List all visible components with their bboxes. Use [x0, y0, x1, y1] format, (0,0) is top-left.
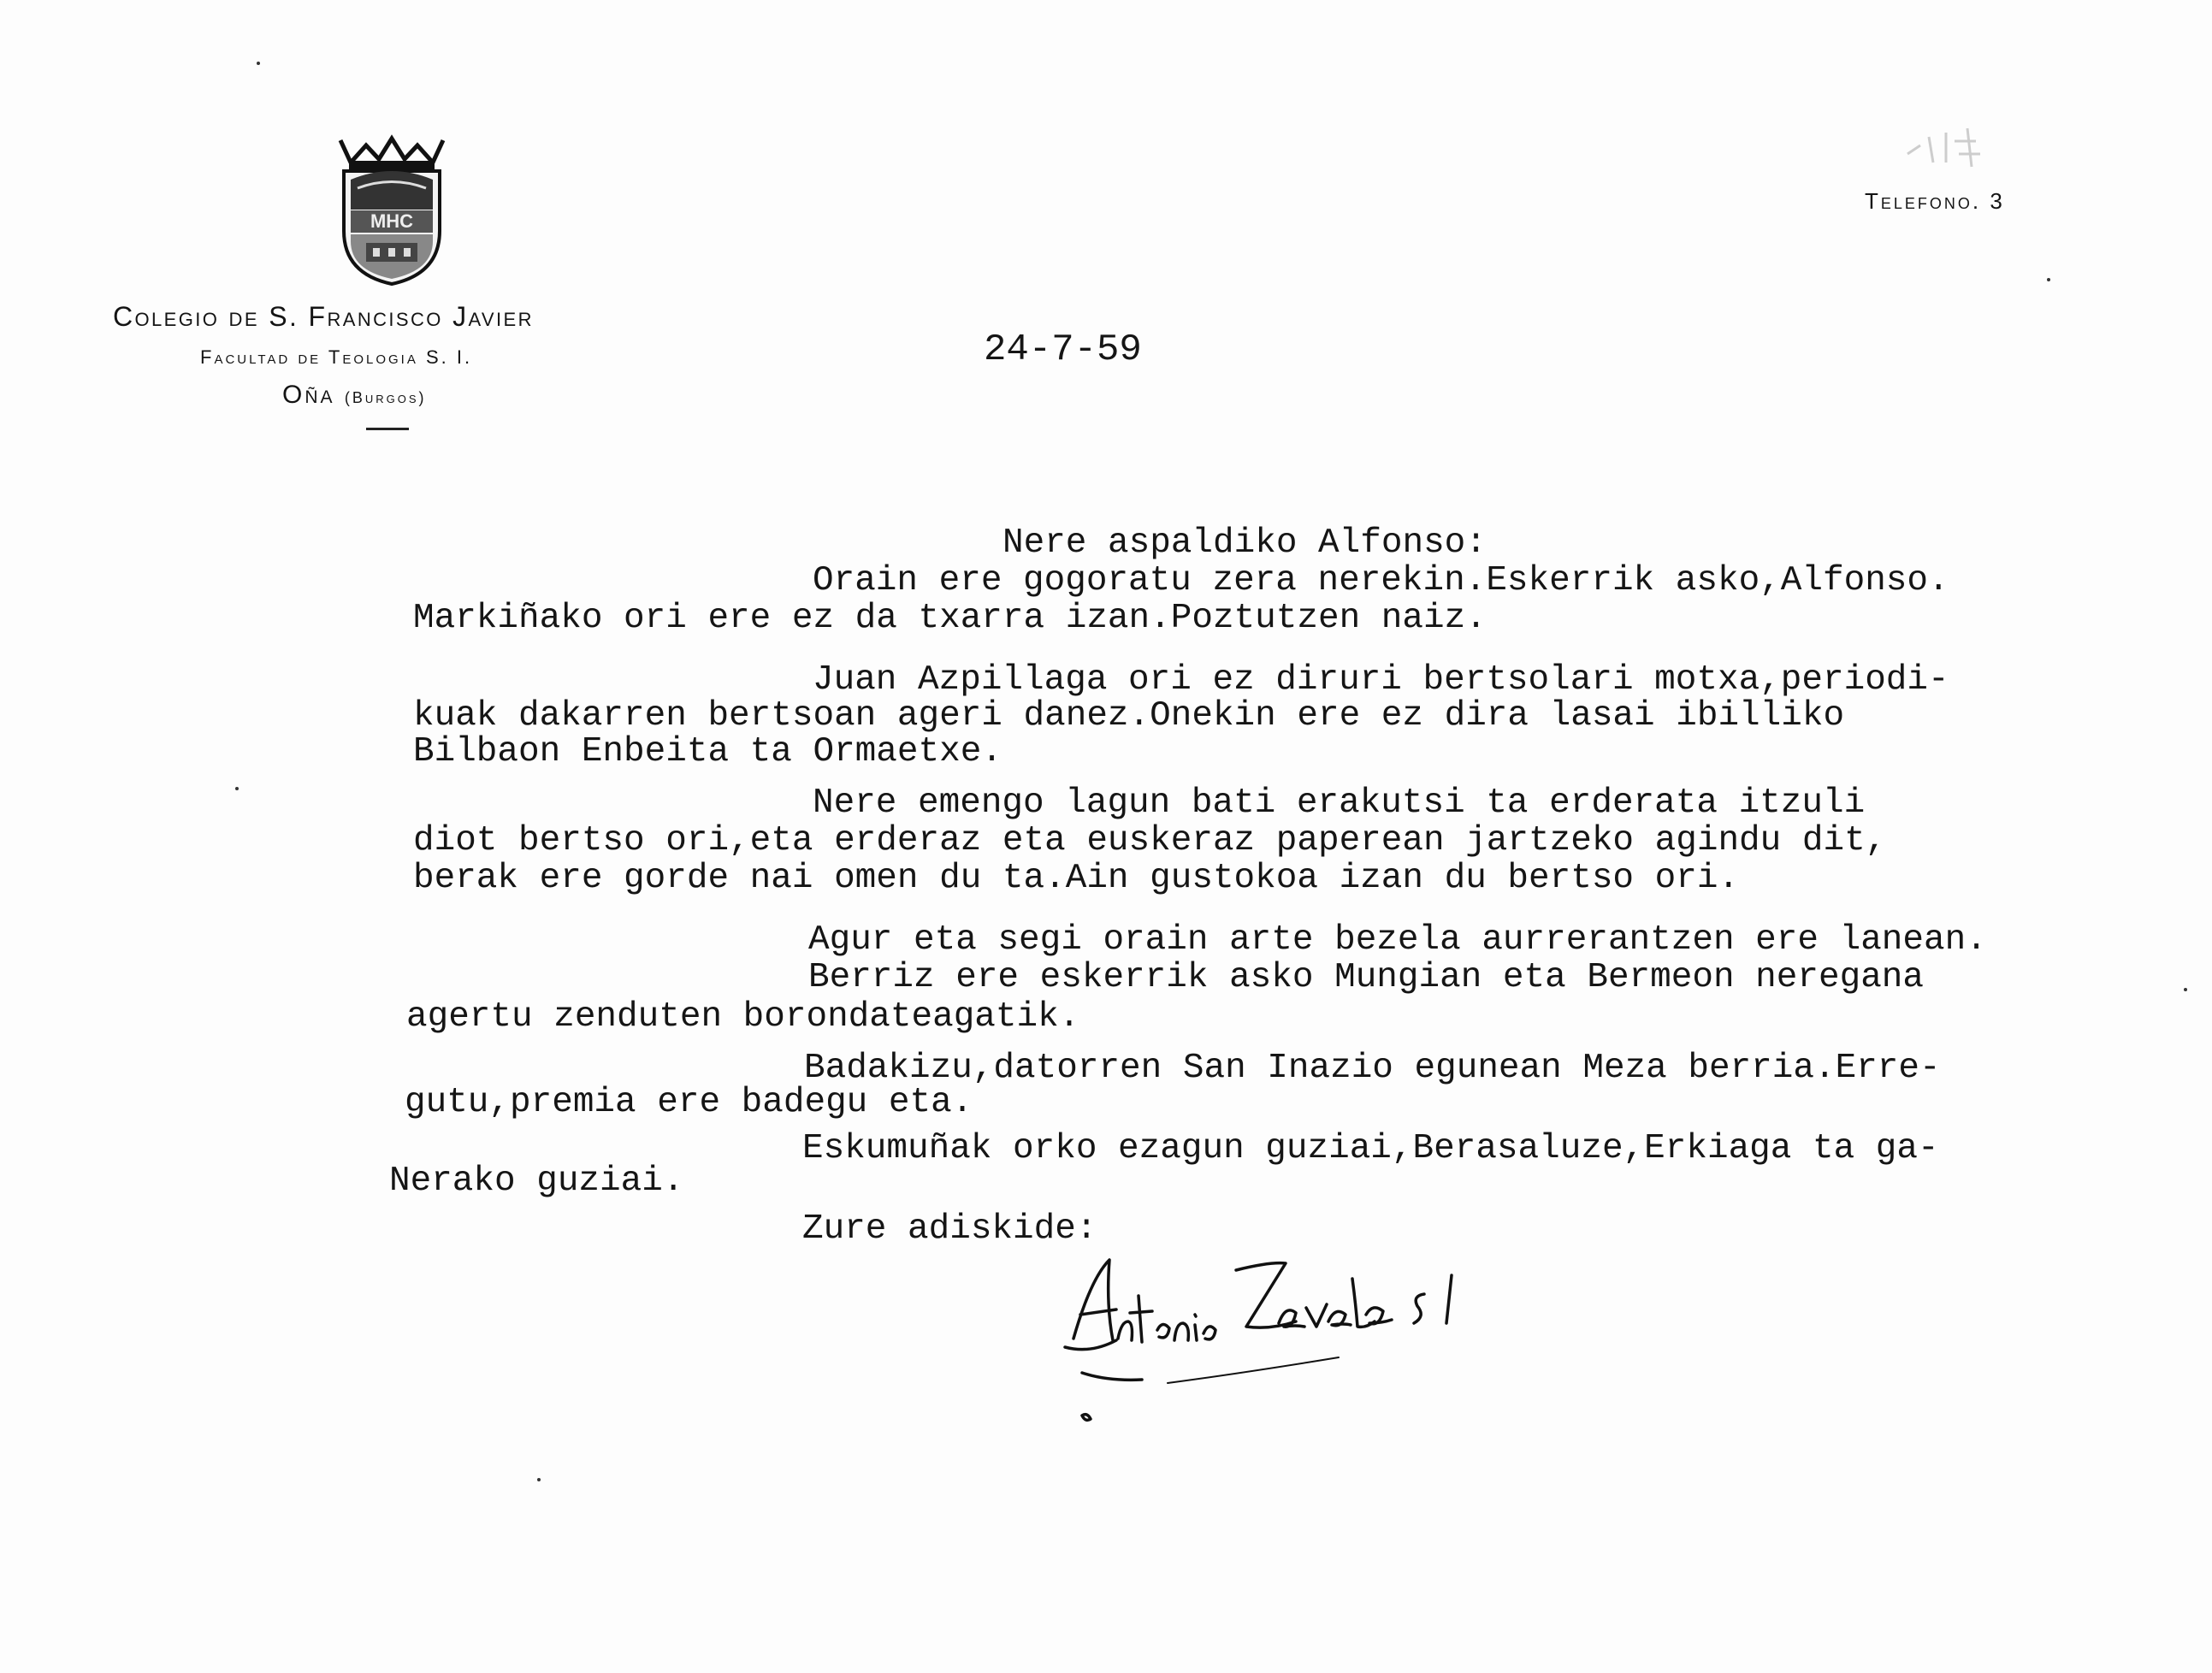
body-line: Bilbaon Enbeita ta Ormaetxe. [413, 732, 1002, 771]
coat-of-arms-icon [332, 128, 452, 287]
body-line: Nere emengo lagun bati erakutsi ta erderata itzuli [813, 783, 1866, 823]
faint-stamp-mark [1899, 120, 1993, 171]
scan-speck [257, 62, 260, 65]
scan-speck [235, 787, 239, 790]
body-line: Markiñako ori ere ez da txarra izan.Poztutzen naiz. [413, 599, 1487, 638]
body-line: kuak dakarren bertsoan ageri danez.Onekin ere ez dira lasai ibilliko [413, 696, 1845, 736]
faculty-name: Facultad de Teologia S. I. [200, 346, 473, 368]
institution-name: Colegio de S. Francisco Javier [113, 301, 534, 332]
body-line: Nerako guziai. [389, 1162, 684, 1201]
body-line: Badakizu,datorren San Inazio egunean Meza berria.Erre- [804, 1049, 1941, 1088]
city-line [282, 381, 427, 410]
body-line: Berriz ere eskerrik asko Mungian eta Bermeon neregana [808, 958, 1925, 997]
letterhead-rule [366, 428, 409, 430]
body-line: gutu,premia ere badegu eta. [405, 1083, 973, 1122]
body-line: diot bertso ori,eta erderaz eta euskeraz paperean jartzeko agindu dit, [413, 821, 1887, 860]
scan-speck [2184, 988, 2187, 991]
body-line: Agur eta segi orain arte bezela aurrerantzen ere lanean. [808, 920, 1987, 960]
handwritten-signature [1056, 1244, 1501, 1467]
svg-text:MHC: MHC [370, 210, 414, 232]
body-line: Juan Azpillaga ori ez diruri bertsolari motxa,periodi- [813, 660, 1949, 700]
phone-number: Telefono. 3 [1865, 188, 2005, 214]
city-name: Oña [282, 381, 335, 409]
scan-speck [2047, 278, 2050, 281]
body-line: berak ere gorde nai omen du ta.Ain gustokoa izan du bertso ori. [413, 859, 1740, 898]
letter-date: 24-7-59 [984, 328, 1142, 371]
body-line: Orain ere gogoratu zera nerekin.Eskerrik asko,Alfonso. [813, 561, 1949, 600]
province-name: (Burgos) [344, 389, 427, 406]
body-line: agertu zenduten borondateagatik. [406, 997, 1080, 1037]
body-line: Eskumuñak orko ezagun guziai,Berasaluze,Erkiaga ta ga- [802, 1129, 1939, 1168]
closing-line: Zure adiskide: [802, 1209, 1097, 1249]
scan-speck [537, 1478, 541, 1481]
salutation: Nere aspaldiko Alfonso: [1002, 523, 1487, 563]
